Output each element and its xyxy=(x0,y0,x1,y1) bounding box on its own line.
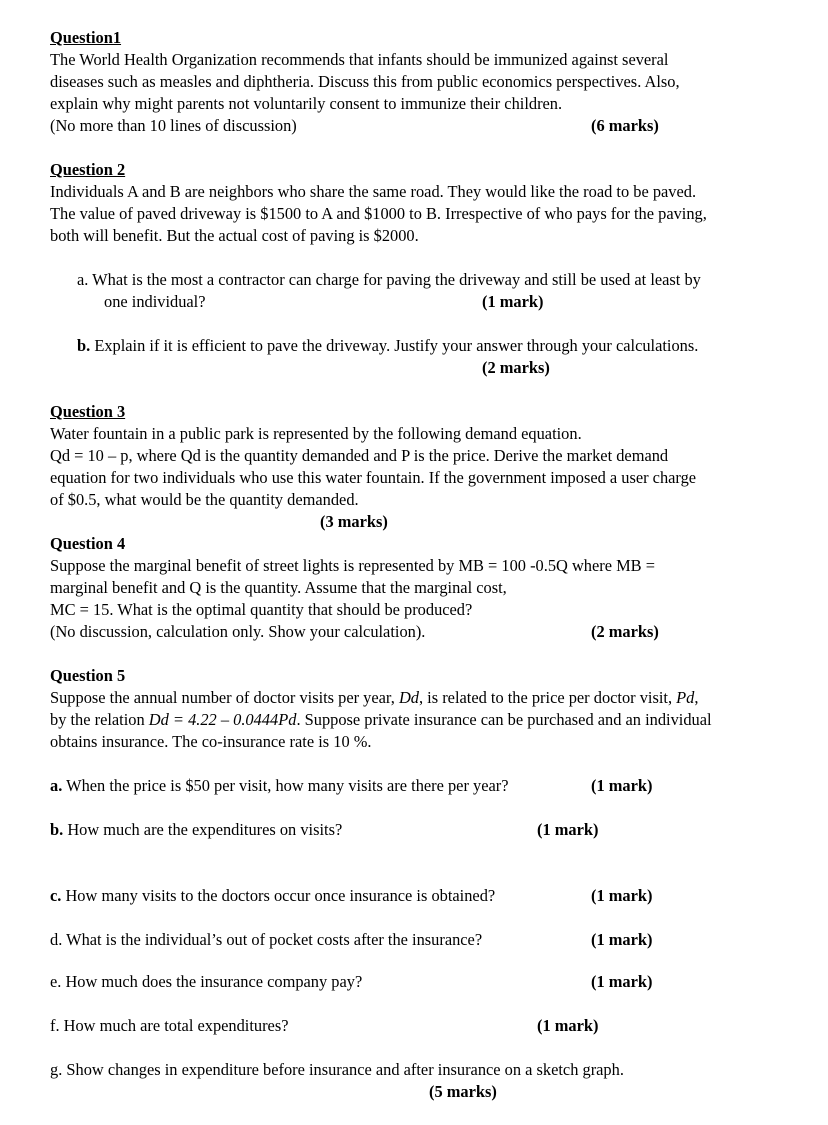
question-2a-line: a. What is the most a contractor can charge for paving the driveway and still be used at least by xyxy=(77,270,701,289)
question-2a-line-2 xyxy=(50,291,790,313)
question-5c-marks: (1 mark) xyxy=(591,886,653,905)
question-5e-marks: (1 mark) xyxy=(591,972,653,991)
question-2a-marks: (1 mark) xyxy=(482,292,544,311)
question-2b-line xyxy=(50,335,790,357)
question-5b-label: b. xyxy=(50,820,64,839)
question-5b xyxy=(50,819,790,841)
question-5a-label: a. xyxy=(50,776,63,795)
question-3-marks: (3 marks) xyxy=(320,512,388,531)
question-4-line: MC = 15. What is the optimal quantity that should be produced? xyxy=(50,600,473,619)
question-2-line: The value of paved driveway is $1500 to A and $1000 to B. Irrespective of who pays for the paving, xyxy=(50,204,707,223)
question-2-line: Individuals A and B are neighbors who share the same road. They would like the road to be paved. xyxy=(50,182,697,201)
question-5a-marks: (1 mark) xyxy=(591,776,653,795)
question-5-equation: Dd = 4.22 – 0.0444Pd xyxy=(148,710,297,729)
question-5a-text: When the price is $50 per visit, how many visits are there per year? xyxy=(62,776,509,795)
question-4-title: Question 4 xyxy=(50,534,126,553)
question-5-text: . Suppose private insurance can be purchased and an individual xyxy=(296,710,712,729)
question-1-marks: (6 marks) xyxy=(591,116,659,135)
question-5-text: Suppose the annual number of doctor visits per year, xyxy=(50,688,399,707)
question-5-text: by the relation xyxy=(50,710,149,729)
question-5d-marks: (1 mark) xyxy=(591,930,653,949)
question-3-marks-row xyxy=(50,511,790,533)
question-5-line xyxy=(50,709,790,731)
question-2b-label: b. xyxy=(77,336,91,355)
question-2-line: both will benefit. But the actual cost of paving is $2000. xyxy=(50,226,419,245)
question-5g-marks-row xyxy=(50,1081,790,1103)
question-1 xyxy=(50,27,790,137)
question-5-var-pd: Pd xyxy=(676,688,695,707)
question-3-line: equation for two individuals who use this water fountain. If the government imposed a user charge xyxy=(50,468,697,487)
question-5g: g. Show changes in expenditure before insurance and after insurance on a sketch graph. xyxy=(50,1060,624,1079)
question-2b-marks: (2 marks) xyxy=(482,358,550,377)
question-5d-text: d. What is the individual’s out of pocket costs after the insurance? xyxy=(50,930,483,949)
question-5 xyxy=(50,665,790,1103)
question-5-line: obtains insurance. The co-insurance rate is 10 %. xyxy=(50,732,372,751)
question-1-line: diseases such as measles and diphtheria. Discuss this from public economics perspectives. Also, xyxy=(50,72,680,91)
question-2a-text: one individual? xyxy=(104,292,206,311)
question-5g-marks: (5 marks) xyxy=(429,1082,497,1101)
question-5c-label: c. xyxy=(50,886,62,905)
question-5-line xyxy=(50,687,790,709)
question-5f-text: f. How much are total expenditures? xyxy=(50,1016,289,1035)
question-5f xyxy=(50,1015,790,1037)
question-1-title: Question1 xyxy=(50,28,122,47)
question-2 xyxy=(50,159,790,379)
question-5c xyxy=(50,885,790,907)
question-3-title: Question 3 xyxy=(50,402,126,421)
question-5d xyxy=(50,929,790,951)
question-5-title: Question 5 xyxy=(50,666,126,685)
question-5-text: , xyxy=(694,688,699,707)
question-1-line: The World Health Organization recommends that infants should be immunized against several xyxy=(50,50,669,69)
question-4-note-row xyxy=(50,621,790,643)
question-5b-text: How much are the expenditures on visits? xyxy=(63,820,343,839)
question-5c-text: How many visits to the doctors occur once insurance is obtained? xyxy=(61,886,496,905)
question-1-note-row xyxy=(50,115,790,137)
question-4-note: (No discussion, calculation only. Show your calculation). xyxy=(50,622,426,641)
question-4-marks: (2 marks) xyxy=(591,622,659,641)
question-2b-text: Explain if it is efficient to pave the driveway. Justify your answer through your calculations. xyxy=(90,336,699,355)
question-5-text: , is related to the price per doctor visit, xyxy=(418,688,677,707)
question-3-line: of $0.5, what would be the quantity demanded. xyxy=(50,490,359,509)
question-2-title: Question 2 xyxy=(50,160,126,179)
question-3 xyxy=(50,401,790,533)
question-5-var-dd: Dd xyxy=(398,688,419,707)
question-4-line: Suppose the marginal benefit of street lights is represented by MB = 100 -0.5Q where MB = xyxy=(50,556,655,575)
question-2b-marks-row xyxy=(50,357,790,379)
question-1-line: explain why might parents not voluntarily consent to immunize their children. xyxy=(50,94,563,113)
question-5b-marks: (1 mark) xyxy=(537,820,599,839)
question-4-line: marginal benefit and Q is the quantity. Assume that the marginal cost, xyxy=(50,578,507,597)
question-5f-marks: (1 mark) xyxy=(537,1016,599,1035)
question-4 xyxy=(50,533,790,643)
question-5a xyxy=(50,775,790,797)
question-5e xyxy=(50,971,790,993)
exam-page xyxy=(50,27,790,1103)
question-3-line: Water fountain in a public park is represented by the following demand equation. xyxy=(50,424,582,443)
question-1-note: (No more than 10 lines of discussion) xyxy=(50,116,297,135)
question-3-line: Qd = 10 – p, where Qd is the quantity demanded and P is the price. Derive the market demand xyxy=(50,446,669,465)
question-5e-text: e. How much does the insurance company pay? xyxy=(50,972,363,991)
